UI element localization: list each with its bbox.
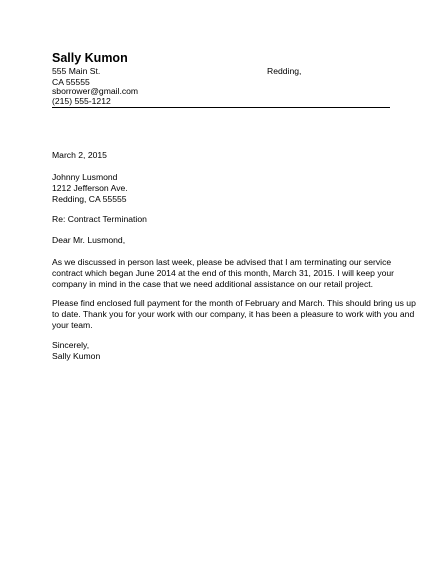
sender-name: Sally Kumon — [52, 51, 128, 65]
closing: Sincerely, — [52, 340, 90, 350]
letter-date: March 2, 2015 — [52, 150, 107, 160]
sender-email: sborrower@gmail.com — [52, 86, 139, 96]
paragraph-line: your team. — [52, 320, 93, 330]
salutation: Dear Mr. Lusmond, — [52, 235, 126, 245]
sender-street: 555 Main St. — [52, 66, 101, 76]
paragraph-line: contract which began June 2014 at the end of this month, March 31, 2015. I will keep your — [52, 268, 395, 278]
sender-phone: (215) 555-1212 — [52, 96, 111, 106]
recipient-city-state-zip: Redding, CA 55555 — [52, 194, 127, 204]
paragraph-line: Please find enclosed full payment for the month of February and March. This should bring us up — [52, 298, 416, 308]
signature-name: Sally Kumon — [52, 351, 101, 361]
subject-line: Re: Contract Termination — [52, 214, 147, 224]
sender-city: Redding, — [267, 66, 302, 76]
paragraph-line: As we discussed in person last week, please be advised that I am terminating our service — [52, 257, 392, 267]
body-paragraph-2 — [52, 298, 416, 331]
body-paragraph-1 — [52, 257, 395, 290]
letterhead-divider — [52, 107, 390, 108]
recipient-street: 1212 Jefferson Ave. — [52, 183, 128, 193]
paragraph-line: company in mind in the case that we need additional assistance on our retail project. — [52, 279, 374, 289]
sender-state-zip: CA 55555 — [52, 77, 90, 87]
recipient-name: Johnny Lusmond — [52, 172, 118, 182]
paragraph-line: to date. Thank you for your work with our company, it has been a pleasure to work with you and — [52, 309, 415, 319]
